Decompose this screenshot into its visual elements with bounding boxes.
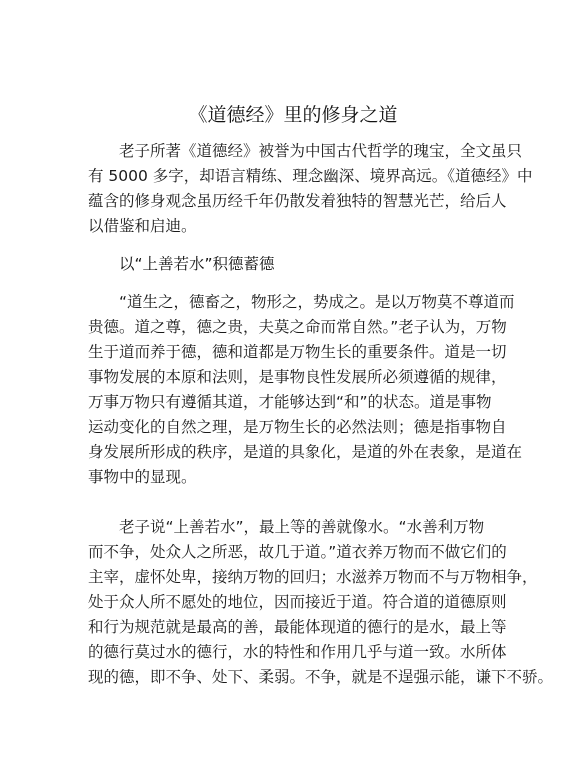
- document-title: 《道德经》里的修身之道: [188, 104, 398, 126]
- paragraph-2-line-3: 主宰，虚怀处卑，接纳万物的回归；水滋养万物而不与万物相争，: [88, 568, 538, 586]
- paragraph-2-line-7: 现的德，即不争、处下、柔弱。不争，就是不逞强示能，谦下不骄。: [88, 668, 554, 686]
- paragraph-1-line-8: 事物中的显现。: [88, 468, 197, 486]
- intro-line-1: 老子所著《道德经》被誉为中国古代哲学的瑰宝，全文虽只: [119, 142, 523, 160]
- paragraph-2-line-6: 的德行莫过水的德行，水的特性和作用几乎与道一致。水所体: [88, 643, 507, 661]
- paragraph-1-line-6: 运动变化的自然之理，是万物生长的必然法则；德是指事物自: [88, 418, 507, 436]
- section-heading: 以“上善若水”积德蓄德: [119, 255, 275, 273]
- paragraph-2-line-2: 而不争，处众人之所恶，故几于道。”道衣养万物而不做它们的: [88, 543, 507, 561]
- intro-line-3: 蕴含的修身观念虽历经千年仍散发着独特的智慧光芒，给后人: [88, 192, 507, 210]
- paragraph-1-line-7: 身发展所形成的秩序，是道的具象化，是道的外在表象，是道在: [88, 443, 523, 461]
- paragraph-1-line-5: 万事万物只有遵循其道，才能够达到“和”的状态。道是事物: [88, 393, 492, 411]
- paragraph-2-line-4: 处于众人所不愿处的地位，因而接近于道。符合道的道德原则: [88, 593, 507, 611]
- paragraph-1-line-4: 事物发展的本原和法则，是事物良性发展所必须遵循的规律，: [88, 368, 507, 386]
- paragraph-2-line-1: 老子说“上善若水”，最上等的善就像水。“水善利万物: [119, 518, 485, 536]
- paragraph-2-line-5: 和行为规范就是最高的善，最能体现道的德行的是水，最上等: [88, 618, 507, 636]
- paragraph-1-line-3: 生于道而养于德，德和道都是万物生长的重要条件。道是一切: [88, 343, 507, 361]
- paragraph-1-line-2: 贵德。道之尊，德之贵，夫莫之命而常自然。”老子认为，万物: [88, 318, 507, 336]
- intro-line-4: 以借鉴和启迪。: [88, 217, 197, 235]
- paragraph-1-line-1: “道生之，德畜之，物形之，势成之。是以万物莫不尊道而: [119, 293, 515, 311]
- intro-line-2: 有 5000 多字，却语言精练、理念幽深、境界高远。《道德经》中: [88, 167, 533, 185]
